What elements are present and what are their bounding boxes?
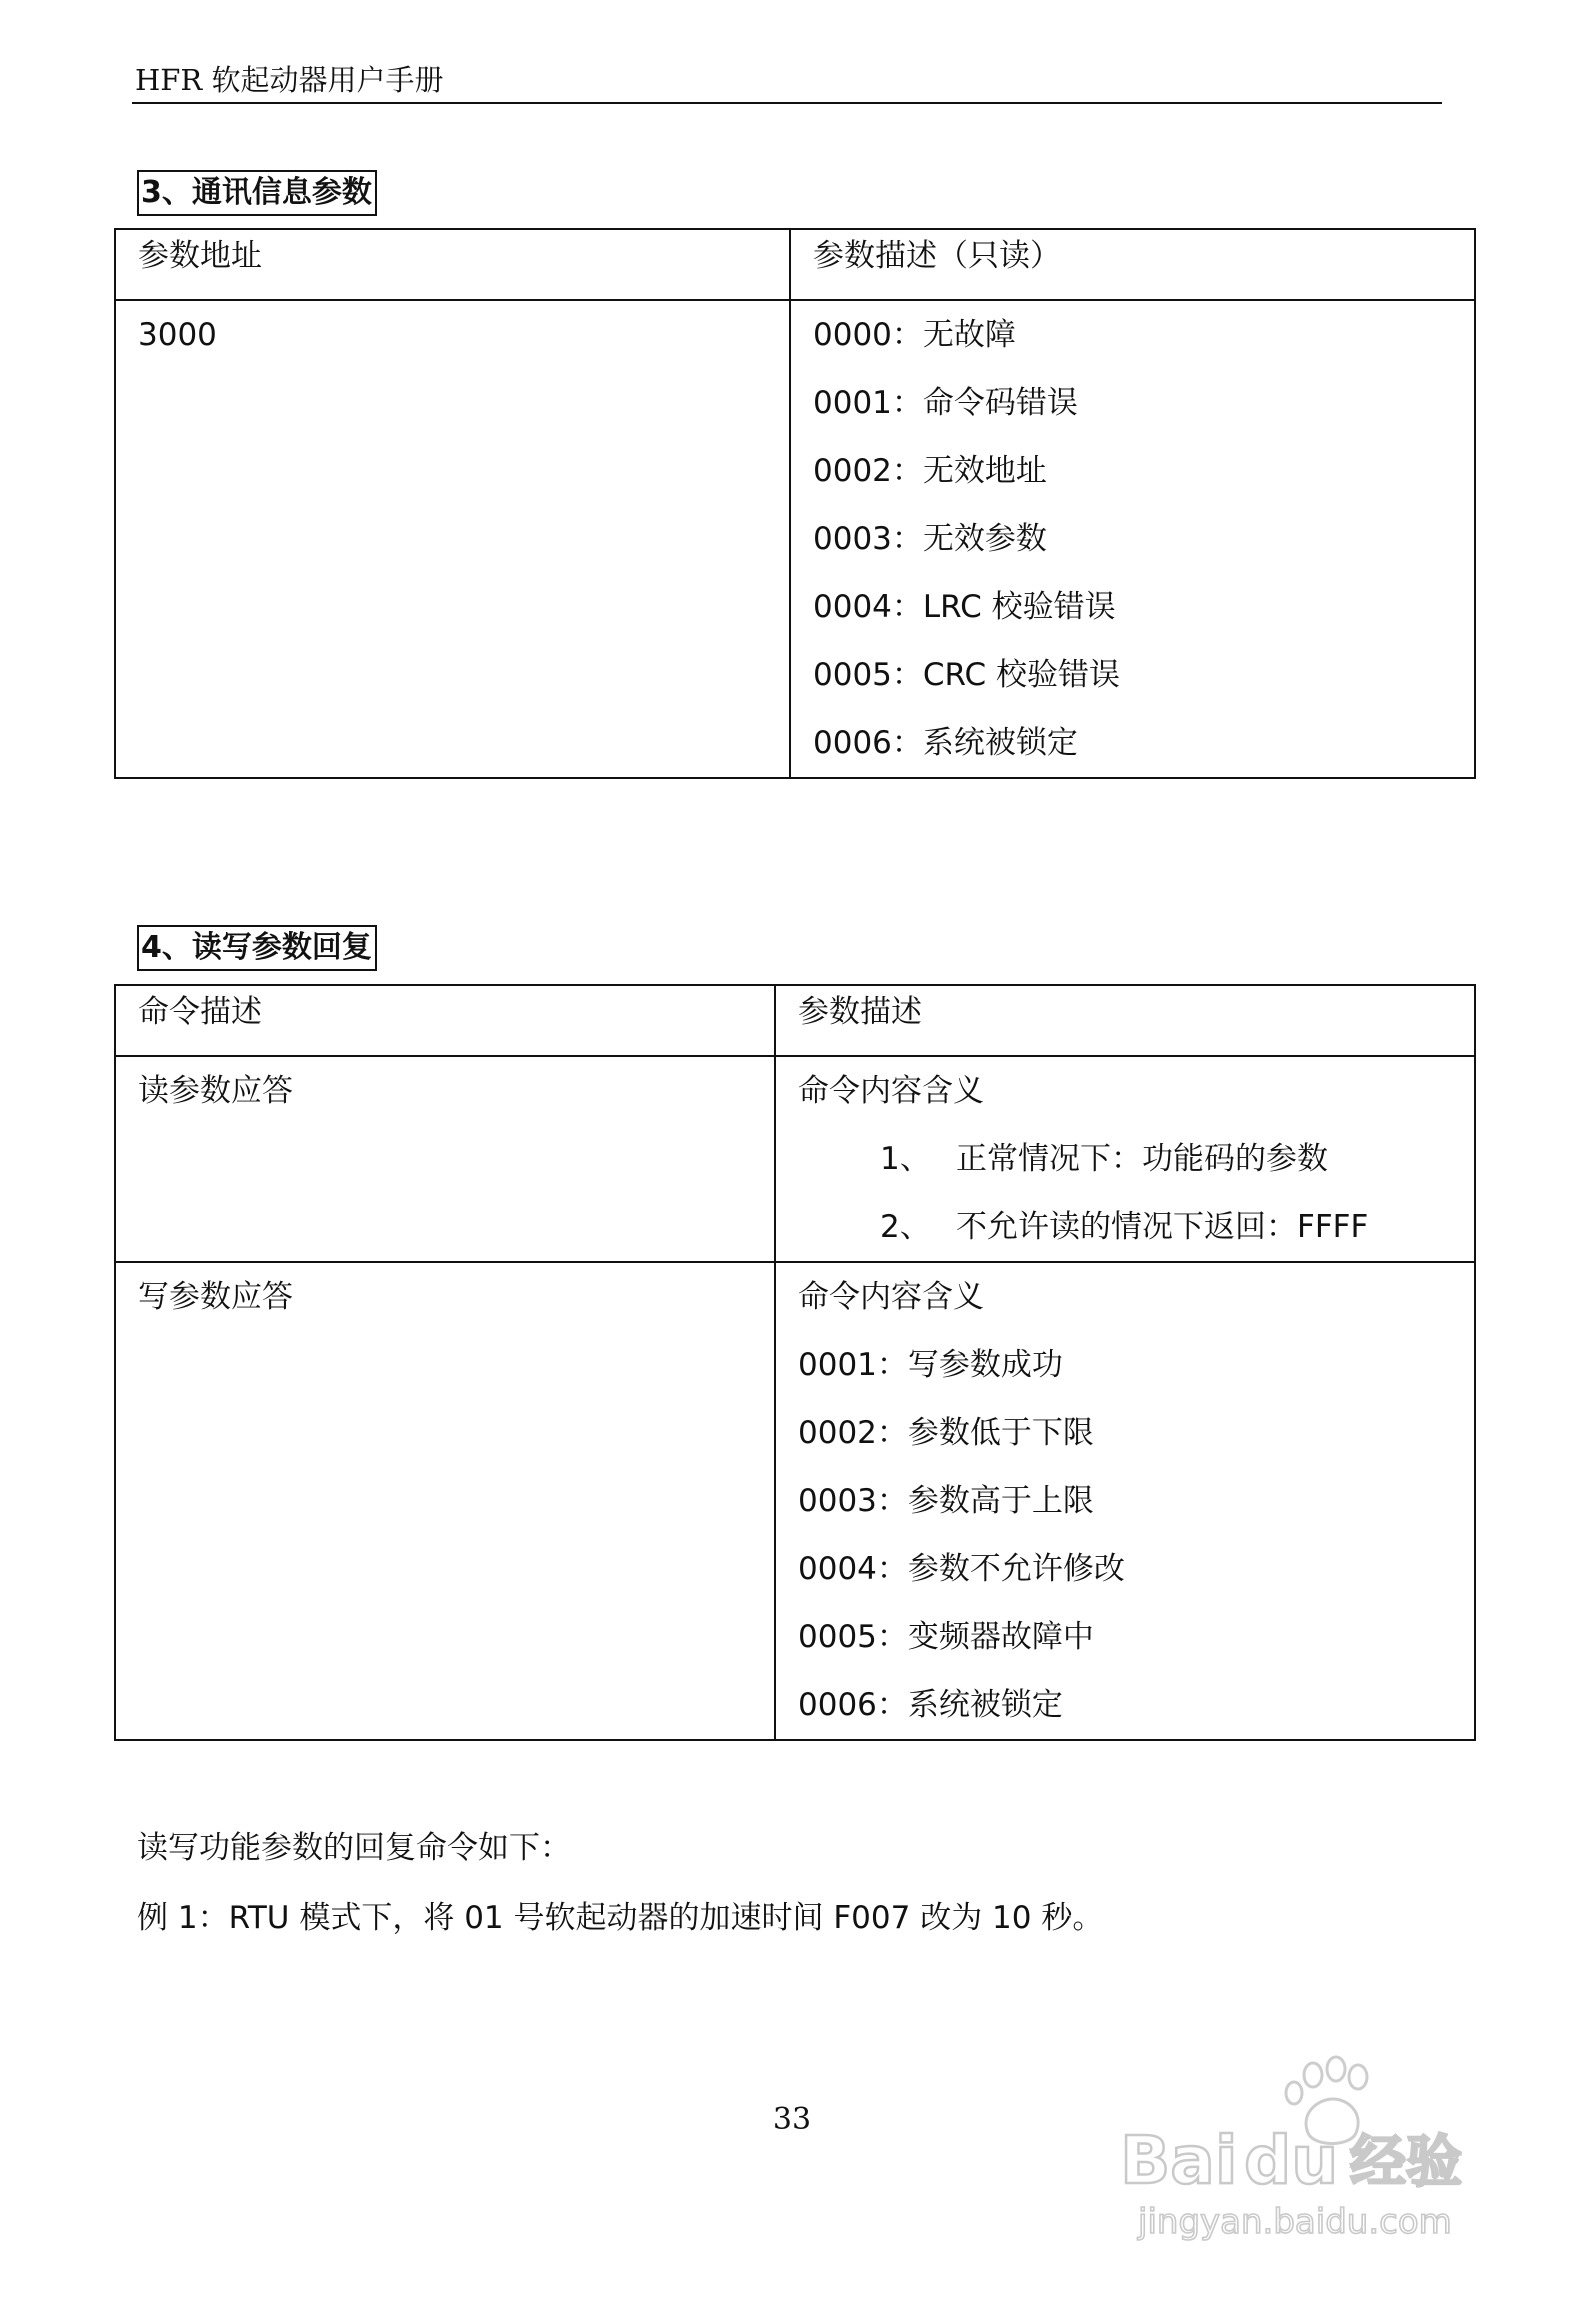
svg-text:经验: 经验 bbox=[1350, 2130, 1462, 2195]
svg-text:du: du bbox=[1244, 2122, 1339, 2199]
list-text: 不允许读的情况下返回：FFFF bbox=[956, 1209, 1369, 1245]
error-code: 0005：CRC 校验错误 bbox=[813, 657, 1121, 693]
svg-text:Bai: Bai bbox=[1120, 2122, 1238, 2199]
baidu-jingyan-watermark bbox=[1118, 2055, 1498, 2255]
table-row bbox=[115, 300, 1475, 778]
column-header: 命令描述 bbox=[115, 985, 775, 1056]
write-reply-label: 写参数应答 bbox=[138, 1279, 293, 1315]
write-code: 0005：变频器故障中 bbox=[798, 1619, 1094, 1655]
write-code: 0001：写参数成功 bbox=[798, 1347, 1063, 1383]
table-row bbox=[115, 1056, 1475, 1262]
error-code: 0002：无效地址 bbox=[813, 453, 1047, 489]
table-row bbox=[115, 1262, 1475, 1740]
list-item bbox=[798, 1193, 1456, 1261]
svg-text:jingyan.baidu.com: jingyan.baidu.com bbox=[1138, 2202, 1452, 2242]
table-header-row bbox=[115, 985, 1475, 1056]
error-code: 0006：系统被锁定 bbox=[813, 725, 1078, 761]
list-number: 2、 bbox=[880, 1209, 931, 1245]
header-title: HFR 软起动器用户手册 bbox=[135, 63, 444, 97]
column-header: 参数描述 bbox=[775, 985, 1475, 1056]
comm-info-table bbox=[114, 228, 1476, 779]
error-code: 0001：命令码错误 bbox=[813, 385, 1078, 421]
section-4-title: 4、读写参数回复 bbox=[137, 925, 377, 971]
param-address: 3000 bbox=[138, 317, 217, 353]
list-item bbox=[798, 1125, 1456, 1193]
write-reply-heading: 命令内容含义 bbox=[798, 1279, 984, 1315]
read-reply-label: 读参数应答 bbox=[138, 1073, 293, 1109]
column-header: 参数描述（只读） bbox=[790, 229, 1475, 300]
write-code: 0002：参数低于下限 bbox=[798, 1415, 1094, 1451]
error-code: 0003：无效参数 bbox=[813, 521, 1047, 557]
write-code: 0003：参数高于上限 bbox=[798, 1483, 1094, 1519]
body-paragraph: 读写功能参数的回复命令如下： bbox=[137, 1830, 571, 1866]
write-code: 0006：系统被锁定 bbox=[798, 1687, 1063, 1723]
error-code: 0000：无故障 bbox=[813, 317, 1016, 353]
write-code: 0004：参数不允许修改 bbox=[798, 1551, 1125, 1587]
read-reply-heading: 命令内容含义 bbox=[798, 1073, 984, 1109]
section-3-title: 3、通讯信息参数 bbox=[137, 170, 377, 216]
list-text: 正常情况下：功能码的参数 bbox=[956, 1141, 1328, 1177]
column-header: 参数地址 bbox=[115, 229, 790, 300]
body-paragraph: 例 1：RTU 模式下，将 01 号软起动器的加速时间 F007 改为 10 秒。 bbox=[137, 1900, 1104, 1936]
table-header-row bbox=[115, 229, 1475, 300]
error-code: 0004：LRC 校验错误 bbox=[813, 589, 1116, 625]
page-number: 33 bbox=[772, 2102, 812, 2137]
list-number: 1、 bbox=[880, 1141, 931, 1177]
rw-reply-table bbox=[114, 984, 1476, 1741]
header-rule bbox=[132, 102, 1442, 104]
